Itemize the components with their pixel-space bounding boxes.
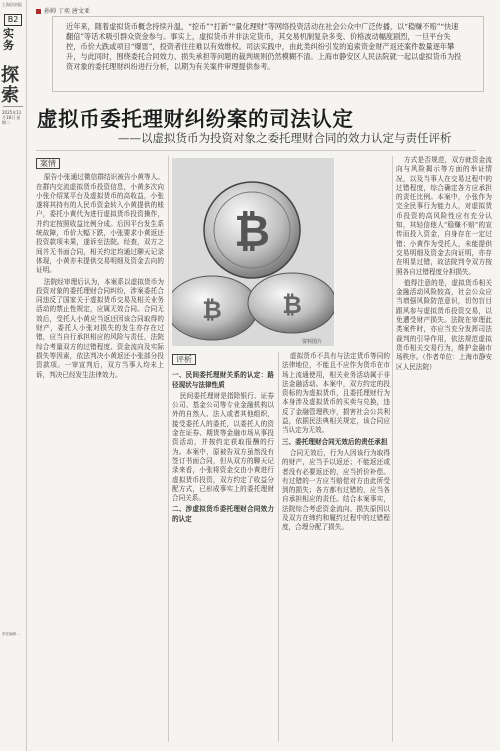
column-divider-3 [392, 156, 393, 742]
byline-marker-icon [36, 9, 41, 14]
case-facts-tag: 案情 [36, 158, 60, 169]
column-divider-2 [278, 352, 279, 742]
article-subtitle: ——以虚拟货币为投资对象之委托理财合同的效力认定与责任评析 [118, 131, 452, 145]
issue-date: 2025年11月18日 星期二 [2, 110, 22, 125]
svg-text:₿: ₿ [234, 206, 270, 257]
article-title: 虚拟币委托理财纠纷案的司法认定 [37, 107, 354, 131]
column-1 [36, 156, 164, 742]
summary-text: 近年来，随着虚拟货币概念持续升温，“挖币”“打新”“量化理财”等网络投资活动在社会公众中广泛传播，以“稳赚不赔”“快速翻倍”等话术吸引群众资金参与。事实上，虚拟货币并非法定货币，其交易机制复杂多变、价格波动幅度剧烈，一旦平台失控，币价大跌或项目“爆雷”，投资者往往难以有效维权。司法实践中，由此类纠纷引发的追索资金财产返还案件数量逐年攀升，与此同时，围绕委托合同效力、损失承担等问题的裁判规则仍然模糊不清。上海市静安区人民法院就一起以虚拟货币为投资对象的委托理财纠纷进行分析，以期为有关案件审理提供参考。 [66, 22, 462, 71]
coins-illustration [172, 158, 334, 346]
title-divider [36, 150, 476, 151]
rail-divider [3, 106, 23, 107]
column-4 [396, 156, 492, 742]
section-number: B2 [4, 14, 22, 26]
case-facts-text: 原告小张通过微信群结识被告小黄等人。在群内交流虚拟货币投资信息，小黄多次向小张介绍某平台及虚拟货币的高收益，小张遂将其持有的人民币资金转入小黄提供的账户，委托小黄代为进行虚拟货币投资操作，并约定按照收益比例分成。后因平台发生系统故障，币价大幅下跌，小张要求小黄返还投资款项未果，遂诉至法院。经查，双方之间并无书面合同，相关约定均通过聊天记录体现，小黄亦未提供交易明细及资金去向的证明。 [36, 173, 164, 275]
column-title-top: 实务 [3, 27, 14, 52]
bitcoin-photo [172, 158, 334, 346]
commentary-text-1: 民间委托理财是指除银行、证券公司、基金公司等专业金融机构以外的自然人、法人或者其他组织，接受委托人的委托，以委托人的资金在证券、期货等金融市场从事投资活动，并按约定获取报酬的行为。本案中，原被告双方虽然没有签订书面合同，但从双方的聊天记录来看，小张将资金交由小黄进行虚拟货币投资，双方约定了收益分配方式，已形成事实上的委托理财合同关系。 [172, 391, 274, 503]
editor-credits: 责任编辑 … [2, 632, 21, 636]
commentary-subhead-3: 三、委托理财合同无效后的责任承担 [282, 437, 388, 446]
commentary-text-4: 方式是否规范，双方就资金流向与风险揭示等方面的举证情况，以及当事人在交易过程中的过错程度，综合确定各方应承担的责任比例。本案中，小张作为完全民事行为能力人，对虚拟货币投资的高风险性应有充分认知，其轻信他人“稳赚不赔”的宣传而投入资金，自身存在一定过错；小黄作为受托人，未能提供交易明细及资金去向证明，亦存在明显过错，故法院判令双方按照各自过错程度分担损失。 [396, 156, 492, 276]
masthead: 上海法治报 [2, 2, 22, 7]
byline-authors: 孙帅 丁奕 唐文亚 [44, 8, 90, 15]
commentary-tag: 评析 [172, 354, 196, 365]
column-divider-1 [168, 156, 169, 742]
byline [36, 6, 90, 15]
commentary-text-3: 合同无效后，行为人因该行为取得的财产，应当予以返还；不能返还或者没有必要返还的，应当折价补偿。有过错的一方应当赔偿对方由此所受到的损失；各方都有过错的，应当各自承担相应的责任。结合本案事实，法院综合考虑资金流向、损失原因以及双方在缔约和履约过程中的过错程度，合理分配了损失。 [282, 448, 390, 532]
commentary-text-5: 值得注意的是，虚拟货币相关金融活动风险较高，社会公众应当增强风险防范意识，切勿盲目跟风参与虚拟货币投资交易，以免遭受财产损失。法院在审理此类案件时，亦应当充分发挥司法裁判的引导作用，依法规范虚拟货币相关交易行为，维护金融市场秩序。（作者单位：上海市静安区人民法院） [396, 278, 492, 371]
column-title-bottom: 探索 [1, 65, 19, 106]
column-2 [172, 352, 274, 742]
column-3 [282, 352, 390, 742]
case-judgment-text: 法院经审理后认为，本案系以虚拟货币为投资对象的委托理财合同纠纷，涉案委托合同违反了国家关于虚拟货币交易及相关业务活动的禁止性规定，应属无效合同。合同无效后，受托人小黄应当返还因该合同取得的财产，委托人小张对损失的发生亦存在过错，应当自行承担相应的风险与责任，法院综合考量双方的过错程度、资金流向及实际损失等因素，依法判决小黄返还小张部分投资款项。一审宣判后，双方当事人均未上诉，判决已经发生法律效力。 [36, 277, 164, 379]
commentary-text-2: 虚拟货币不具有与法定货币等同的法律地位，不能且不应作为货币在市场上流通使用，相关业务活动属于非法金融活动。本案中，双方约定的投资标的为虚拟货币，且委托理财行为本身涉及虚拟货币的买卖与兑换，违反了金融管理秩序，损害社会公共利益，依据民法典相关规定，该合同应当认定为无效。 [282, 352, 390, 435]
svg-text:₿: ₿ [202, 296, 222, 324]
commentary-subhead-1: 一、民间委托理财关系的认定：路径现状与法律性质 [172, 371, 274, 389]
commentary-subhead-2: 二、涉虚拟货币委托理财合同效力的认定 [172, 505, 274, 523]
svg-text:₿: ₿ [282, 291, 302, 319]
left-rail [0, 0, 27, 751]
photo-caption: 资料图片 [302, 339, 323, 345]
